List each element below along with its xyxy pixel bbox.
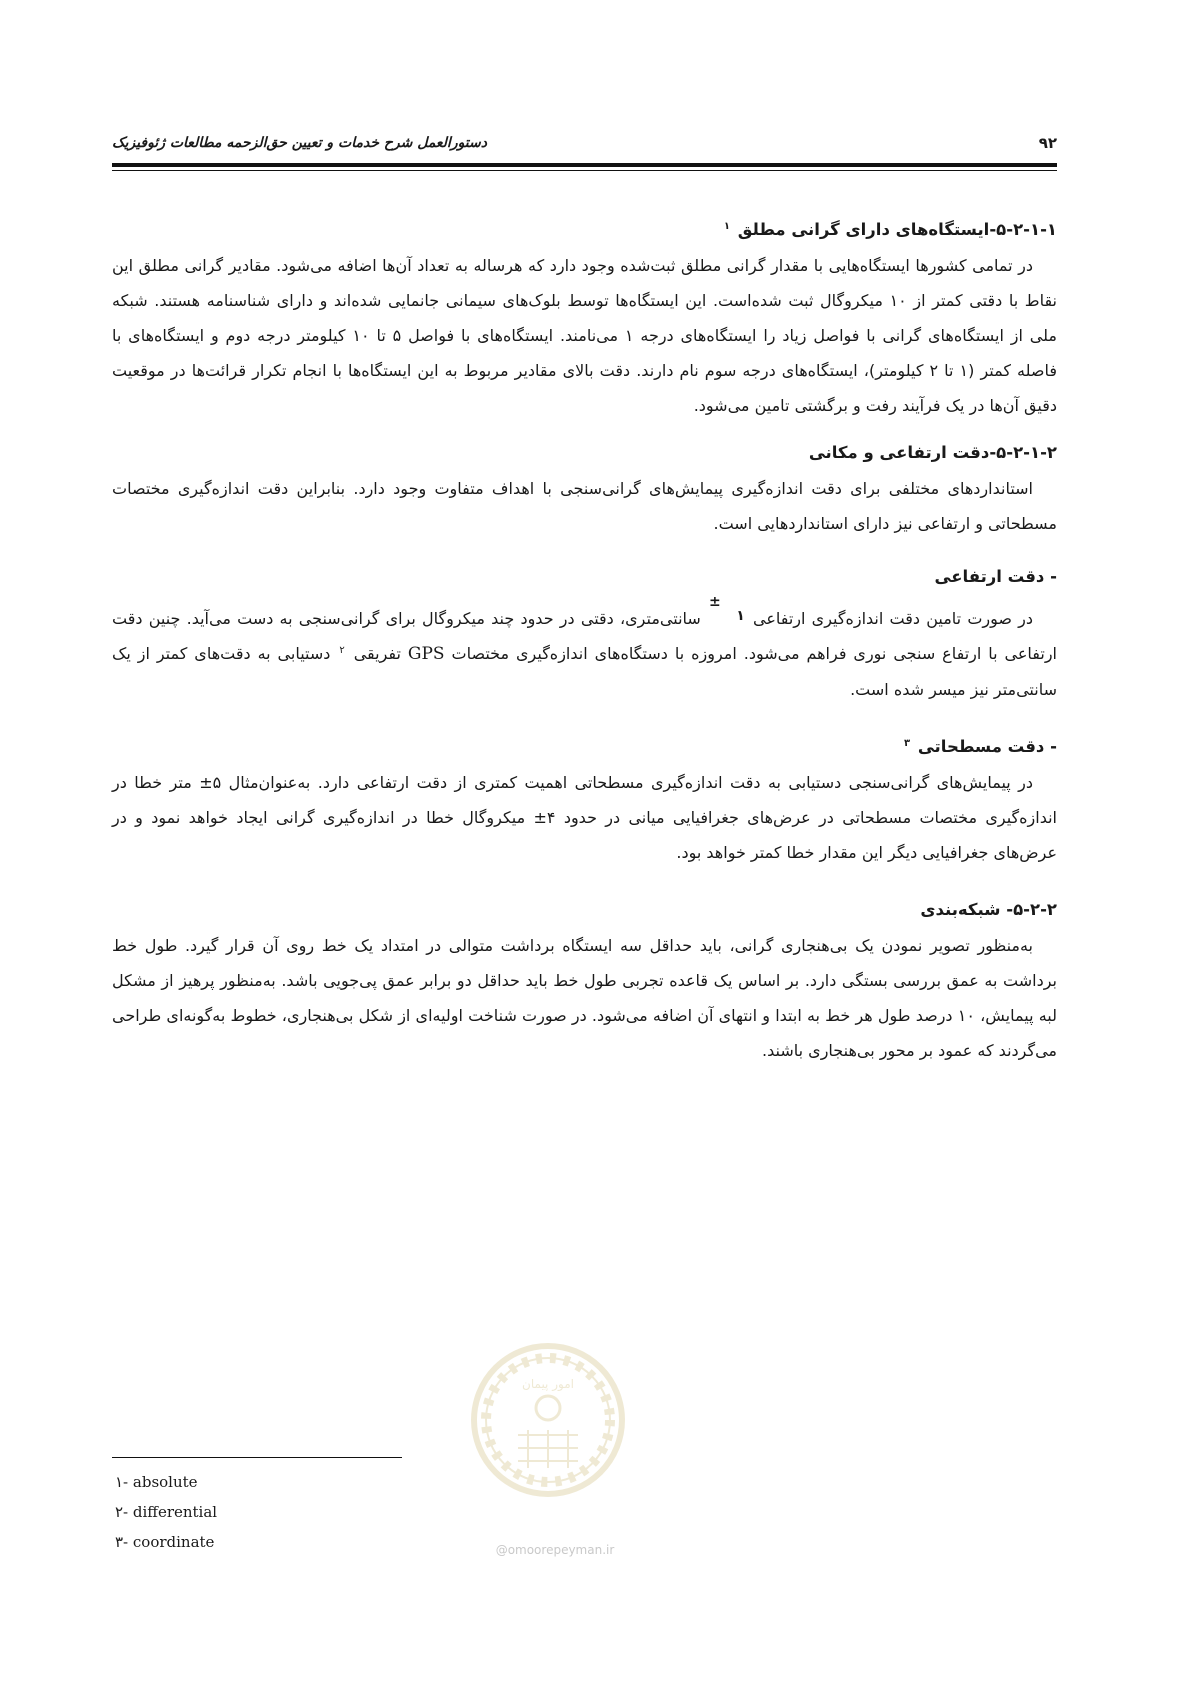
heading-text: ۵-۲-۱-۱-ایستگاه‌های دارای گرانی مطلق (737, 220, 1057, 239)
footnote-1: ۱- absolute (115, 1473, 198, 1491)
paragraph-elevation-accuracy (112, 595, 1057, 707)
text-run: دستیابی به دقت‌های کمتر از یک سانتی‌متر نیز میسر شده است. (112, 644, 1057, 699)
footnote-3: ۳- coordinate (115, 1533, 215, 1551)
heading-text: - دقت مسطحاتی (917, 737, 1057, 756)
footnote-rule (112, 1457, 402, 1458)
footnote-2: ۲- differential (115, 1503, 218, 1521)
logo-text: امور پیمان (522, 1377, 574, 1391)
plus-minus-sign: ± (709, 594, 721, 610)
subheading-planimetric-accuracy (112, 729, 1057, 765)
pm-number: ۱ (736, 608, 745, 624)
text-run: سانتی‌متری، دقتی در حدود چند میکروگال برای گرانی‌سنجی به دست می‌آید. چنین دقت ارتفاعی با ارتفاع سنجی نوری فراهم می‌شود. امروزه با دستگاه‌های اندازه‌گیری مختصات (112, 609, 1058, 663)
paragraph-absolute-gravity: در تمامی کشورها ایستگاه‌هایی با مقدار گرانی مطلق ثبت‌شده وجود دارد که هرساله به تعداد آن‌ها اضافه می‌شود. مقادیر گرانی مطلق این نقاط با دقتی کمتر از ۱۰ میکروگال ثبت شده‌است. این ایستگاه‌ها توسط بلوک‌های سیمانی جانمایی شده‌اند و دارای شناسنامه هستند. شبکه ملی از ایستگاه‌های گرانی با فواصل زیاد را ایستگاه‌های درجه ۱ می‌نامند. ایستگاه‌های با فواصل ۵ تا ۱۰ کیلومتر درجه دوم و ایستگاه‌های با فاصله کمتر (۱ تا ۲ کیلومتر)، ایستگاه‌های درجه سوم نام دارند. دقت بالای مقادیر مربوط به این ایستگاه‌ها با انجام تکرار قرائت‌ها در موقعیت دقیق آن‌ها در یک فرآیند رفت و برگشتی تامین می‌شود. (112, 256, 1058, 415)
gear-scales-logo-icon (468, 1340, 628, 1500)
paragraph-planimetric-accuracy: در پیمایش‌های گرانی‌سنجی دستیابی به دقت اندازه‌گیری مسطحاتی اهمیت کمتری از دقت ارتفاعی دارد. به‌عنوان‌مثال ۵± متر خطا در اندازه‌گیری مختصات مسطحاتی در عرض‌های جغرافیایی میانی در حدود ۴± میکروگال خطا در اندازه‌گیری گرانی ایجاد خواهد نمود و در عرض‌های جغرافیایی دیگر این مقدار خطا کمتر خواهد بود. (112, 773, 1058, 862)
page-number: ۹۲ (1038, 134, 1057, 152)
footnotes (115, 1467, 217, 1557)
footnote-ref-2[interactable]: ۲ (339, 644, 345, 656)
section-heading-absolute-gravity (112, 212, 1057, 248)
text-run: در صورت تامین دقت اندازه‌گیری ارتفاعی (752, 609, 1034, 628)
watermark-url: @omoorepeyman.ir (495, 1543, 615, 1557)
body-text (112, 212, 1057, 1068)
running-header (112, 128, 1057, 158)
section-heading-gridding: ۵-۲-۲- شبکه‌بندی (920, 900, 1057, 919)
paragraph-gridding: به‌منظور تصویر نمودن یک بی‌هنجاری گرانی، باید حداقل سه ایستگاه برداشت متوالی در امتداد یک خط روی آن قرار گیرد. طول خط برداشت به عمق بررسی بستگی دارد. بر اساس یک قاعده تجربی طول خط باید حداقل دو برابر عمق پی‌جویی باشد. به‌منظور پرهیز از مشکل لبه پیمایش، ۱۰ درصد طول هر خط به ابتدا و انتهای آن اضافه می‌شود. در صورت شناخت اولیه‌ای از شکل بی‌هنجاری، خطوط به‌گونه‌ای طراحی می‌گردند که عمود بر محور بی‌هنجاری باشند. (112, 936, 1058, 1060)
plus-minus-value (709, 595, 745, 623)
footnote-ref-1[interactable]: ۱ (723, 220, 730, 232)
header-title: دستورالعمل شرح خدمات و تعیین حق‌الزحمه مطالعات ژئوفیزیک (112, 135, 487, 151)
subheading-elevation-accuracy: - دقت ارتفاعی (934, 567, 1057, 586)
gps-term: GPS (407, 644, 445, 664)
text-run: تفریقی (353, 644, 401, 663)
paragraph-accuracy-standards: استانداردهای مختلفی برای دقت اندازه‌گیری پیمایش‌های گرانی‌سنجی با اهداف متفاوت وجود دارد. بنابراین دقت اندازه‌گیری مختصات مسطحاتی و ارتفاعی نیز دارای استانداردهایی است. (112, 479, 1057, 533)
footnote-ref-3[interactable]: ۳ (904, 737, 911, 749)
header-rule-thin (112, 170, 1057, 171)
header-rule-thick (112, 163, 1057, 167)
section-heading-accuracy: ۵-۲-۱-۲-دقت ارتفاعی و مکانی (808, 443, 1057, 462)
